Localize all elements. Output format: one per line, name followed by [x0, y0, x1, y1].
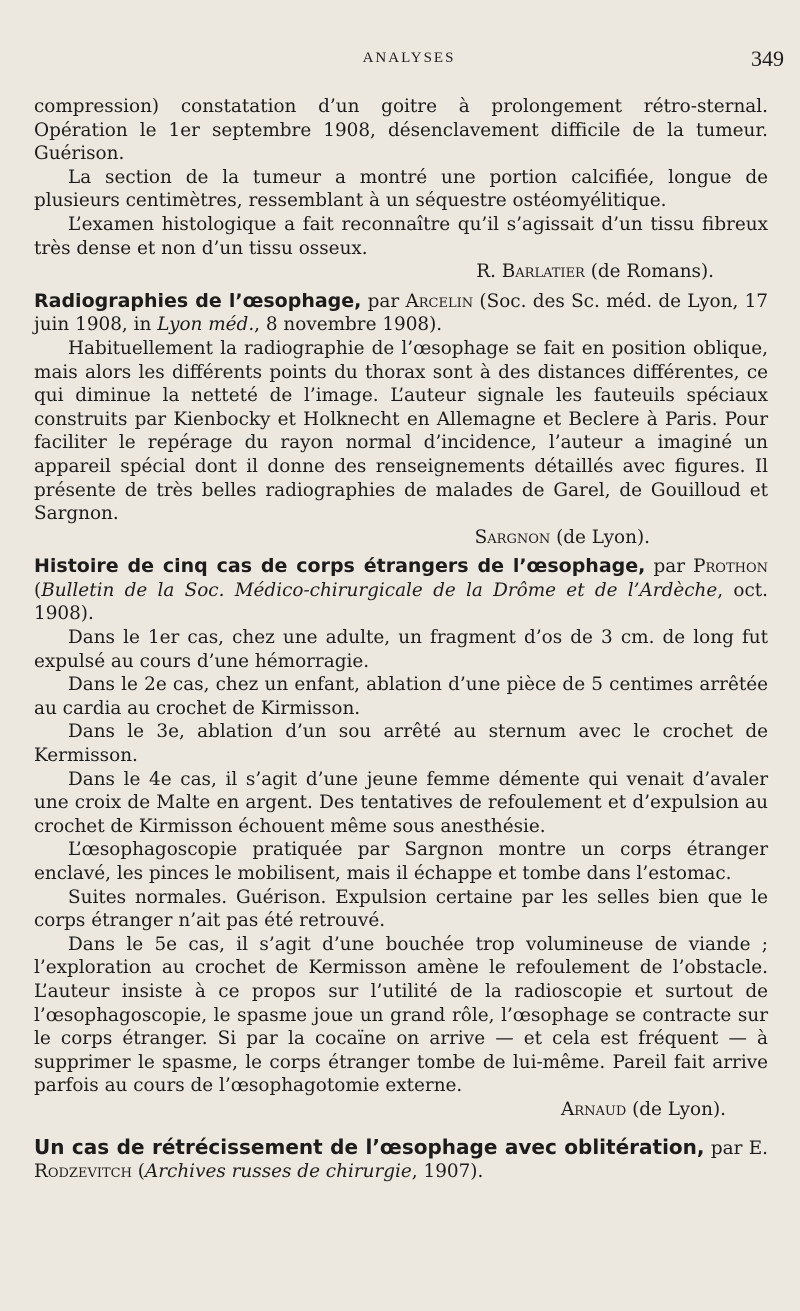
paragraph-text: Dans le 2e cas, chez un enfant, ablation d’une pièce de 5 centimes arrêtée au cardia au crochet de Kirmisson.: [34, 674, 768, 719]
reference-end: , 8 novembre 1908).: [254, 314, 443, 336]
journal-name: Lyon méd.: [157, 314, 255, 336]
paragraph-case-4: [34, 768, 768, 839]
paragraph-continuation: [34, 95, 768, 166]
running-head: [34, 46, 784, 76]
paragraph: [34, 337, 768, 526]
paragraph-case-1: [34, 626, 768, 673]
signature-place: (de Lyon).: [626, 1098, 726, 1120]
paragraph-text: La section de la tumeur a montré une portion calcifiée, longue de plusieurs centimètres, ressemblant à un séquestre ostéomyélitique.: [34, 166, 768, 212]
author-name: Prothon: [693, 556, 768, 578]
paragraph-text: Dans le 3e, ablation d’un sou arrêté au sternum avec le crochet de Kermisson.: [34, 721, 768, 767]
signature: [34, 526, 768, 550]
author-name: Arcelin: [405, 290, 474, 312]
paragraph-case-5: [34, 933, 768, 1098]
section-heading-retrecissement: [34, 1136, 768, 1184]
by-text: par: [361, 290, 406, 312]
paragraph: [34, 166, 768, 213]
reference-text: (: [131, 1161, 145, 1183]
reference-text: (: [34, 579, 42, 601]
section-title: Histoire de cinq cas de corps étrangers de l’œsophage,: [34, 555, 646, 578]
signature-name: Arnaud: [561, 1098, 627, 1120]
reference-end: , 1907).: [411, 1161, 484, 1183]
signature-place: (de Romans).: [584, 261, 714, 283]
journal-name: Bulletin de la Soc. Médico-chirurgicale de la Drôme et de l’Ardèche: [41, 579, 718, 601]
signature: [34, 1098, 768, 1122]
signature-name: Sargnon: [474, 526, 551, 548]
author-name: Rodzevitch: [34, 1161, 132, 1183]
paragraph-text: Dans le 4e cas, il s’agit d’une jeune femme démente qui venait d’avaler une croix de Malte en argent. Des tentatives de refoulement et d’expulsion au crochet de Kirmisson échouent même sous anesthésie.: [34, 768, 768, 837]
page-number: 349: [751, 46, 784, 71]
paragraph-case-4-continued: [34, 838, 768, 885]
paragraph-text: L’examen histologique a fait reconnaître qu’il s’agissait d’un tissu fibreux très dense et non d’un tissu osseux.: [34, 213, 768, 259]
signature-name: R. Barlatier: [476, 261, 585, 283]
running-title: ANALYSES: [362, 50, 456, 66]
journal-name: Archives russes de chirurgie: [144, 1161, 412, 1183]
section-title: Un cas de rétrécissement de l’œsophage avec oblitération,: [34, 1134, 705, 1159]
paragraph-text: Habituellement la radiographie de l’œsophage se fait en position oblique, mais alors les différents points du thorax sont à des distances différentes, ce qui diminue la netteté de l’image. L’auteur signale les fauteuils spéciaux construits par Kienbocky et Holknecht en Allemagne et Beclere à Paris. Pour faciliter le repérage du rayon normal d’incidence, l’auteur a imaginé un appareil spécial dont il donne des renseignements détaillés avec figures. Il présente de très belles radiographies de malades de Garel, de Gouilloud et Sargnon.: [34, 337, 768, 525]
paragraph: [34, 213, 768, 260]
paragraph-text: L’œsophagoscopie pratiquée par Sargnon montre un corps étranger enclavé, les pinces le mobilisent, mais il échappe et tombe dans l’estomac.: [34, 839, 768, 884]
section-heading-radiographies: [34, 290, 768, 337]
section-title: Radiographies de l’œsophage,: [34, 289, 362, 312]
paragraph-case-3: [34, 720, 768, 767]
paragraph-text: Dans le 1er cas, chez une adulte, un fragment d’os de 3 cm. de long fut expulsé au cours d’une hémorragie.: [34, 627, 768, 672]
reference-text: (Soc. des Sc. méd. de Lyon, 17 juin 1908, in: [34, 290, 768, 336]
reference-end: , oct. 1908).: [34, 579, 768, 625]
paragraph-case-2: [34, 673, 768, 720]
signature-place: (de Lyon).: [550, 526, 650, 548]
article-body: [34, 95, 768, 1184]
by-text: par E.: [704, 1137, 768, 1159]
paragraph-case-4-outcome: [34, 886, 768, 933]
section-heading-corps-etrangers: [34, 555, 768, 626]
paragraph-text: compression) constatation d’un goitre à prolongement rétro-sternal. Opération le 1er septembre 1908, désenclavement difficile de la tumeur. Guérison.: [34, 96, 768, 165]
by-text: par: [645, 556, 694, 578]
signature: [34, 260, 768, 284]
paragraph-text: Suites normales. Guérison. Expulsion certaine par les selles bien que le corps étranger n’ait pas été retrouvé.: [34, 886, 768, 932]
paragraph-text: Dans le 5e cas, il s’agit d’une bouchée trop volumineuse de viande ; l’exploration au crochet de Kermisson amène le refoulement de l’obstacle. L’auteur insiste à ce propos sur l’utilité de la radioscopie et surtout de l’œsophagoscopie, le spasme joue un grand rôle, l’œsophage se contracte sur le corps étranger. Si par la cocaïne on arrive — et cela est fréquent — à supprimer le spasme, le corps étranger tombe de lui-même. Pareil fait arrive parfois au cours de l’œsophagotomie externe.: [34, 933, 768, 1097]
